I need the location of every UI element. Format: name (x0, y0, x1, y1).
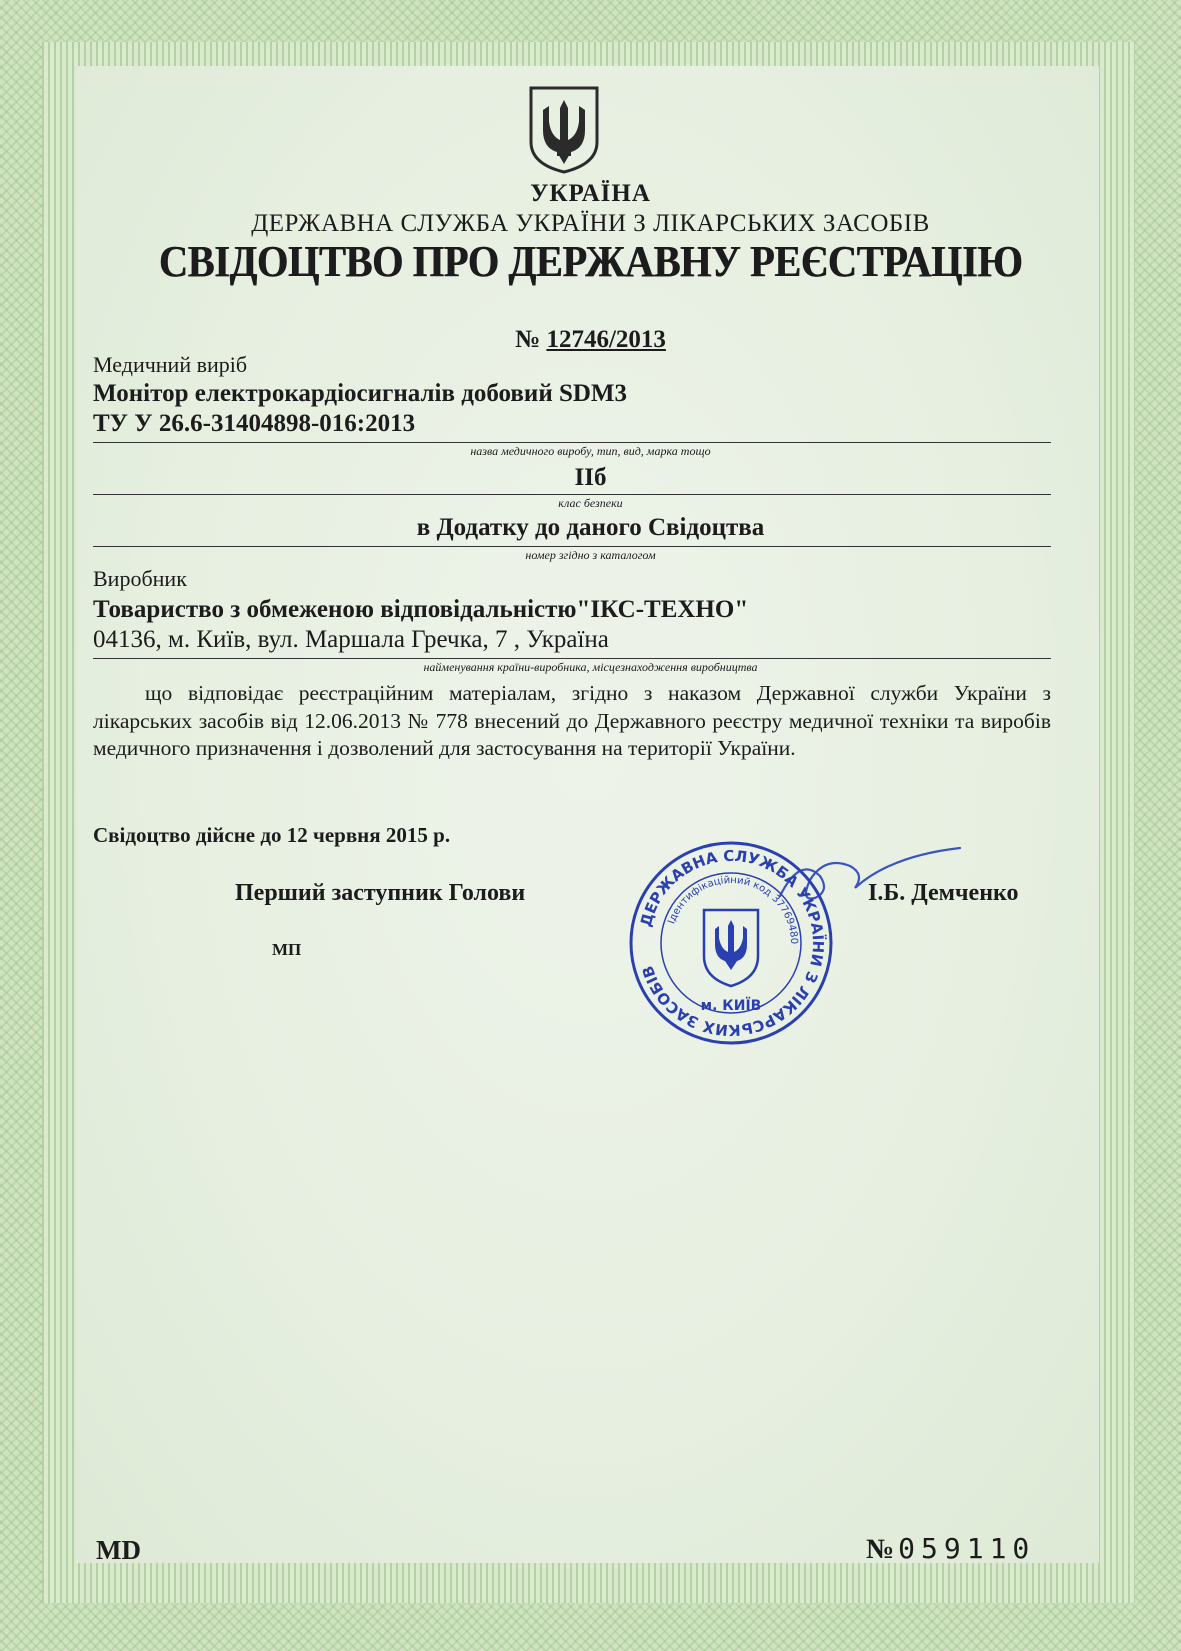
signer-position: Перший заступник Голови (235, 880, 526, 906)
device-label: Медичний виріб (93, 352, 248, 377)
manufacturer-address: 04136, м. Київ, вул. Маршала Гречка, 7 , Україна (93, 626, 609, 653)
device-name: Монітор електрокардіосигналів добовий SDM3 (93, 380, 628, 407)
country-heading: УКРАЇНА (530, 180, 651, 207)
manufacturer-name: Товариство з обмеженою відповідальністю"ІКС-ТЕХНО" (93, 596, 749, 623)
validity-text: Свідоцтво дійсне до 12 червня 2015 р. (93, 823, 451, 847)
divider-line (93, 546, 1051, 547)
divider-line (93, 658, 1051, 659)
divider-line (93, 442, 1051, 443)
coat-of-arms-icon (527, 84, 601, 176)
seal-place-label: МП (272, 940, 302, 959)
certificate-title: СВІДОЦТВО ПРО ДЕРЖАВНУ РЕЄСТРАЦІЮ (158, 237, 1023, 286)
divider-line (93, 494, 1051, 495)
safety-class-value: IIб (574, 464, 607, 491)
stamp-city-text: м. КИЇВ (700, 998, 762, 1014)
manufacturer-label: Виробник (93, 566, 187, 591)
serial-number-value: 059110 (898, 1532, 1036, 1565)
registration-number-prefix: № (515, 326, 541, 353)
series-code: MD (96, 1535, 141, 1565)
signer-name: І.Б. Демченко (868, 880, 1019, 906)
stamp-outer-text: ДЕРЖАВНА СЛУЖБА УКРАЇНИ З ЛІКАРСЬКИХ ЗАСОБІВ (636, 846, 828, 1040)
safety-class-caption: клас безпеки (558, 496, 623, 510)
serial-number-prefix: № (866, 1534, 899, 1565)
device-spec: ТУ У 26.6-31404898-016:2013 (93, 410, 416, 437)
registration-number (0, 326, 1181, 354)
statement-paragraph: що відповідає реєстраційним матеріалам, згідно з наказом Державної служби України з лікарських засобів від 12.06.2013 № 778 внесений до Державного реєстру медичної техніки та виробів медичного призначення і дозволений для застосування на території України. (93, 681, 1051, 760)
catalog-number-value: в Додатку до даного Свідоцтва (416, 514, 765, 541)
stamp-inner-text: Ідентифікаційний код 37769480 (666, 874, 800, 945)
serial-number (866, 1532, 1035, 1566)
agency-heading: ДЕРЖАВНА СЛУЖБА УКРАЇНИ З ЛІКАРСЬКИХ ЗАСОБІВ (251, 210, 930, 237)
device-name-caption: назва медичного виробу, тип, вид, марка тощо (470, 444, 711, 458)
certificate-sheet (76, 66, 1099, 1563)
official-stamp (626, 838, 836, 1048)
catalog-number-caption: номер згідно з каталогом (525, 548, 656, 562)
stamp-trident-icon (704, 910, 758, 986)
manufacturer-caption: найменування країни-виробника, місцезнаходження виробництва (423, 660, 758, 674)
registration-number-value: 12746/2013 (546, 326, 666, 353)
